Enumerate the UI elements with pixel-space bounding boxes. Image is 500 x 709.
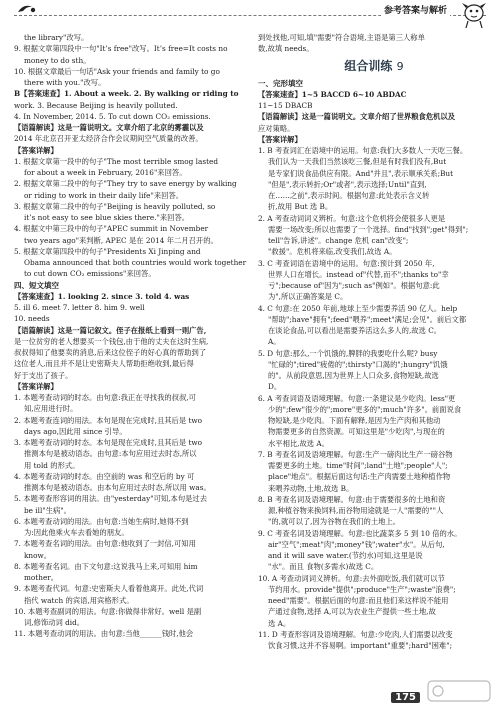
right-column-line: 物短缺,是少吃肉。下面有解释,是因为生产肉和其他动 — [268, 416, 441, 425]
left-column-line: 2014 年北京召开亚太经济合作会议期间空气质量的改善。 — [14, 134, 203, 144]
left-column-line: 4. 根据文中第三段中的句子"APEC summit in November — [14, 224, 209, 234]
right-column-line: 为",所以正确答案是 C。 — [268, 292, 348, 302]
left-column-line: 【答案详解】 — [14, 145, 58, 155]
right-column-line: 8. B 考查名词及语境理解。句意:由于需要很多的土地和资 — [258, 494, 446, 504]
left-column-line: 【答案速查】1. looking 2. since 3. told 4. was — [14, 291, 190, 301]
left-column-line: work. 3. Because Beijing is heavily polluted. — [14, 100, 178, 110]
left-column-line: days ago,因此用 since 引导。 — [24, 426, 127, 436]
left-column-line: 3. 根据文章第二段中的句子"Beijing is heavily polluted, so — [14, 201, 216, 211]
left-column-line: 2. 本题考查连词的用法。本句是现在完成时,且其后是 two — [14, 415, 203, 425]
left-column-line: Obama announced that both countries would work together — [24, 258, 247, 267]
right-column-line: 需要一场改变;所以也需要了一个选择。find"找到";get"得到"; — [268, 224, 469, 234]
publisher-logo-icon — [16, 2, 38, 16]
right-column-line: 【答案速查】1~5 BACCD 6~10 ABDAC — [258, 89, 407, 99]
left-column-line: 4. In November, 2014. 5. To cut down CO₂ emissions. — [14, 111, 211, 121]
page-number: 175 — [391, 692, 420, 703]
left-column-line: 【答案详解】 — [14, 381, 58, 391]
page-header-title: 参考答案与解析 — [381, 3, 450, 16]
right-column-line: 10. A 考查动词词义辨析。句意:去外面吃饭,我们就可以节 — [258, 573, 445, 583]
group-training-title — [258, 58, 490, 75]
right-column-line: 饮食习惯,这并不容易啊。important"重要";hard"困难"; — [268, 641, 453, 650]
right-column-line: 物需要更多的自然资源。可知这里是"少吃肉",与现在的 — [268, 427, 445, 437]
right-column-line: 4. C 句意:在 2050 年前,地球上至少需要养活 90 亿人。help — [258, 303, 458, 313]
right-column-line: 2. A 考查动词词义辨析。句意:这个危机将会使很多人更是 — [258, 213, 446, 223]
group-title-number: 9 — [396, 59, 404, 73]
left-column-line: 这位老人,而且并不是让史密斯夫人帮助拒绝收到,最后得 — [14, 359, 194, 369]
right-column-line: 源,种植谷物来换饲料,而谷物用途就是一人"需要的""人 — [268, 506, 444, 515]
right-column-line: tell"告诉,讲述"。change 危机 can"改变"; — [268, 236, 409, 245]
right-column-line: 少的";few"很少的";more"更多的";much"许多"。前面说食 — [268, 404, 462, 414]
right-column-line: 1. B 考查词汇在语境中的运用。句意:我们大多数人一天吃三餐。 — [258, 146, 468, 155]
left-column-line: two years ago"来判断, APEC 是在 2014 年二月召开的。 — [24, 235, 218, 245]
right-column-line: 水平相比,故选 A。 — [268, 438, 329, 448]
right-column-line: 7. B 考查名词及语境理解。句意:生产一磅肉比生产一磅谷物 — [258, 449, 453, 459]
mascot-icon — [452, 0, 492, 30]
left-column-line: 3. 本题考查动词的时态。本句是现在完成时,且其后是 two — [14, 438, 203, 447]
right-column-line: D。 — [268, 382, 282, 392]
left-column-line: 4. 本题考查动词的时态。由空前的 was 和空后的 by 可 — [14, 471, 195, 481]
left-column-line: money to do sth。 — [24, 55, 91, 65]
right-column-line: "忙碌的";tired"疲倦的";thirsty"口渴的";hungry"饥饿 — [268, 359, 448, 369]
left-column-line: 四、短文填空 — [14, 280, 59, 290]
right-column-line: and it will save water.(节约水)可知,这里是说 — [268, 551, 423, 560]
right-column-line: A。 — [268, 337, 281, 347]
group-title-text: 组合训练 — [344, 58, 393, 73]
right-column-line: 折,故用 But 选 B。 — [268, 202, 333, 212]
right-column-line: 【语篇解读】这是一篇说明文。文章介绍了世界粮食危机以及 — [258, 112, 456, 122]
right-column-line: 世界人口在增长。instead of"代替,而不";thanks to"幸 — [268, 269, 449, 279]
left-column-line: 10. needs — [14, 314, 50, 324]
right-column-line: air"空气";meat"肉";money"钱";water"水"。从后句, — [268, 539, 445, 549]
left-column-line: 好于支出了孩子。 — [14, 370, 73, 380]
right-column-line: "但是",表示转折;Or"或者",表示选择;Until"直到, — [268, 179, 427, 189]
right-column-line: 11~15 DBACB — [258, 101, 313, 110]
left-column-line: 用 told 的形式。 — [24, 460, 80, 470]
right-column-line: 产通过食物,选择 A,可以为农业生产提供一些土地,故 — [268, 607, 436, 617]
watermark-logo-icon — [424, 675, 494, 705]
right-column-line: 亏";because of"因为";such as"例如"。根据句意:此 — [268, 281, 440, 290]
left-column-line: mother。 — [24, 573, 59, 582]
left-column-line: 推测本句是被动语态。由句意:本句应用过去时态,所以 — [24, 449, 197, 459]
left-column-line: 11. 本题考查动词的用法。由句意:当他______钱时,他会 — [14, 629, 194, 639]
left-column-line: for about a week in February, 2016"来回答。 — [24, 168, 187, 177]
right-column-line: "帮助";have"拥有";feed"喂养";meet"满足;会见"。前后文都 — [268, 314, 467, 324]
right-column-line: 9. C 考查名词及语境理解。句意:也比蔬菜多 5 到 10 倍的水。 — [258, 528, 462, 538]
left-column-line: it’s not easy to see blue skies there."来回答。 — [24, 213, 190, 222]
right-column-line: 节约用水。provide"提供";produce"生产";waste"浪费"; — [268, 584, 456, 594]
left-column-line: B【答案速查】1. About a week. 2. By walking or riding to — [14, 89, 239, 99]
right-column-line: 需要更多的土地。time"时间";land"土地";people"人"; — [268, 461, 448, 470]
left-column-line: know。 — [24, 550, 52, 560]
right-column-line: 选 A。 — [268, 618, 291, 628]
left-column-line: to cut down CO₂ emissions"来回答。 — [24, 269, 156, 279]
right-column — [258, 32, 490, 651]
right-column-top-line: 到处找他,可知,填"需要"符合语境,主语是第三人称单 — [258, 33, 425, 42]
left-column-line: 8. 本题考查名词。由下文句意:这说我马上来,可知用 him — [14, 561, 198, 571]
left-column-line: 1. 根据文章第一段中的句子"The most terrible smog lasted — [14, 156, 219, 166]
left-column-line: or riding to work in their daily life"来回答。 — [24, 190, 184, 200]
right-column-line: 应对策略。 — [258, 123, 295, 133]
right-column-line: "的,就可以了,因为谷物在我们的土地上。 — [268, 517, 401, 527]
left-column-line: 词,修饰动词 did。 — [24, 618, 85, 627]
left-column-line: 【语篇解读】这是一篇说明文。文章介绍了北京的雾霾以及 — [14, 123, 204, 132]
left-column-line: 1. 本题考查动词的时态。由句意:我正在寻找我的叔叔,可 — [14, 393, 196, 402]
left-column — [14, 32, 250, 640]
right-column-line: place"地点"。根据后面这句话:生产肉需要土地种植作物 — [268, 472, 451, 482]
left-column-line: 2. 根据文章第二段中的句子"They try to save energy by walking — [14, 179, 237, 189]
right-column-line: 11. D 考查形容词及语境理解。句意:少吃肉,人们需要以改变 — [258, 629, 453, 639]
right-column-line: 我们认为一天我们当然该吃三餐,但是有时我们没有,But — [268, 157, 447, 167]
left-column-line: 为:因此他乘火车去看她的朋友。 — [24, 528, 129, 537]
left-column-line: the library"改写。 — [24, 33, 89, 42]
left-column-line: 7. 本题考查名词的用法。由句意:他收到了一封信,可知用 — [14, 539, 196, 549]
left-column-line: 10. 本题考查副词的用法。句意:你做得非常好。well 是副 — [14, 606, 202, 616]
left-column-line: 5. 根据文章第四段中的句子"Presidents Xi Jinping and — [14, 246, 201, 256]
right-column-line: "救援"。危机将来临,改变我们,故选 A。 — [268, 247, 397, 257]
right-column-line: 一、完形填空 — [258, 78, 303, 88]
left-column-line: 6. 本题考查动词的用法。由句意:当她生病时,她得不到 — [14, 516, 189, 526]
left-column-line: 5. ill 6. meet 7. letter 8. him 9. well — [14, 303, 145, 312]
left-column-line: 10. 根据文章最后一句话"Ask your friends and family to go — [14, 66, 220, 76]
left-column-line: 9. 本题考查代词。句意:史密斯夫人看着他离开。此处,代词 — [14, 584, 204, 594]
left-column-line: 知,应用进行时。 — [24, 404, 78, 414]
right-column-line: 的"。从前段意思,因为世界上人口众多,食物短缺,故选 — [268, 371, 439, 380]
left-column-line: 5. 本题考查形容词的用法。由"yesterday"可知,本句是过去 — [14, 494, 208, 504]
right-column-line: 来喂养动物,土地,故选 B。 — [268, 483, 354, 493]
left-column-line: 推测本句是被动语态。由本句应用过去时态,所以用 was。 — [24, 483, 211, 492]
left-column-line: 是一位贫穷的老人想要买一个钱包,由于他的丈夫在这时生病, — [14, 336, 209, 346]
left-column-line: there with you."改写。 — [24, 78, 106, 87]
left-column-line: 指代 watch 的宾语,用宾格形式。 — [24, 595, 134, 605]
left-column-line: 9. 根据文章第四段中一句"It’s free"改写。It’s free=It costs no — [14, 44, 228, 54]
right-column-line: need"需要"。根据后面的句意:而且他们来这样说不能用 — [268, 596, 449, 605]
right-column-line: 3. C 考查词语在语境中的运用。句意:预计到 2050 年, — [258, 258, 435, 268]
right-column-line: 【答案详解】 — [258, 134, 302, 144]
left-column-line: be ill"生病"。 — [24, 505, 71, 515]
right-column-line: 在谈论食品,可以看出是需要养活这么多人的,故选 C。 — [268, 326, 442, 335]
right-column-top-line: 数,故填 needs。 — [258, 44, 314, 54]
right-column-line: 5. D 句意:那么,一个饥饿的,脾胖的我要吃什么呢? busy — [258, 348, 438, 358]
right-column-line: 是专家们说食品供应有限。And"并且",表示顺承关系;But — [268, 168, 454, 178]
right-column-line: 6. A 考查词语及语境理解。句意:一条建议是少吃肉。less"更 — [258, 393, 456, 403]
right-column-line: "水"。而且 食物(多需水)故选 C。 — [268, 562, 379, 572]
right-column-line: 在……之前",表示时间。根据句意:此处表示含义转 — [268, 191, 430, 200]
left-column-line: 【语篇解读】这是一篇记叙文。侄子在报纸上看到一则广告, — [14, 325, 207, 335]
left-column-line: 叔叔得知了他要卖的消息,后来这位侄子的好心真的帮助到了 — [14, 348, 207, 357]
